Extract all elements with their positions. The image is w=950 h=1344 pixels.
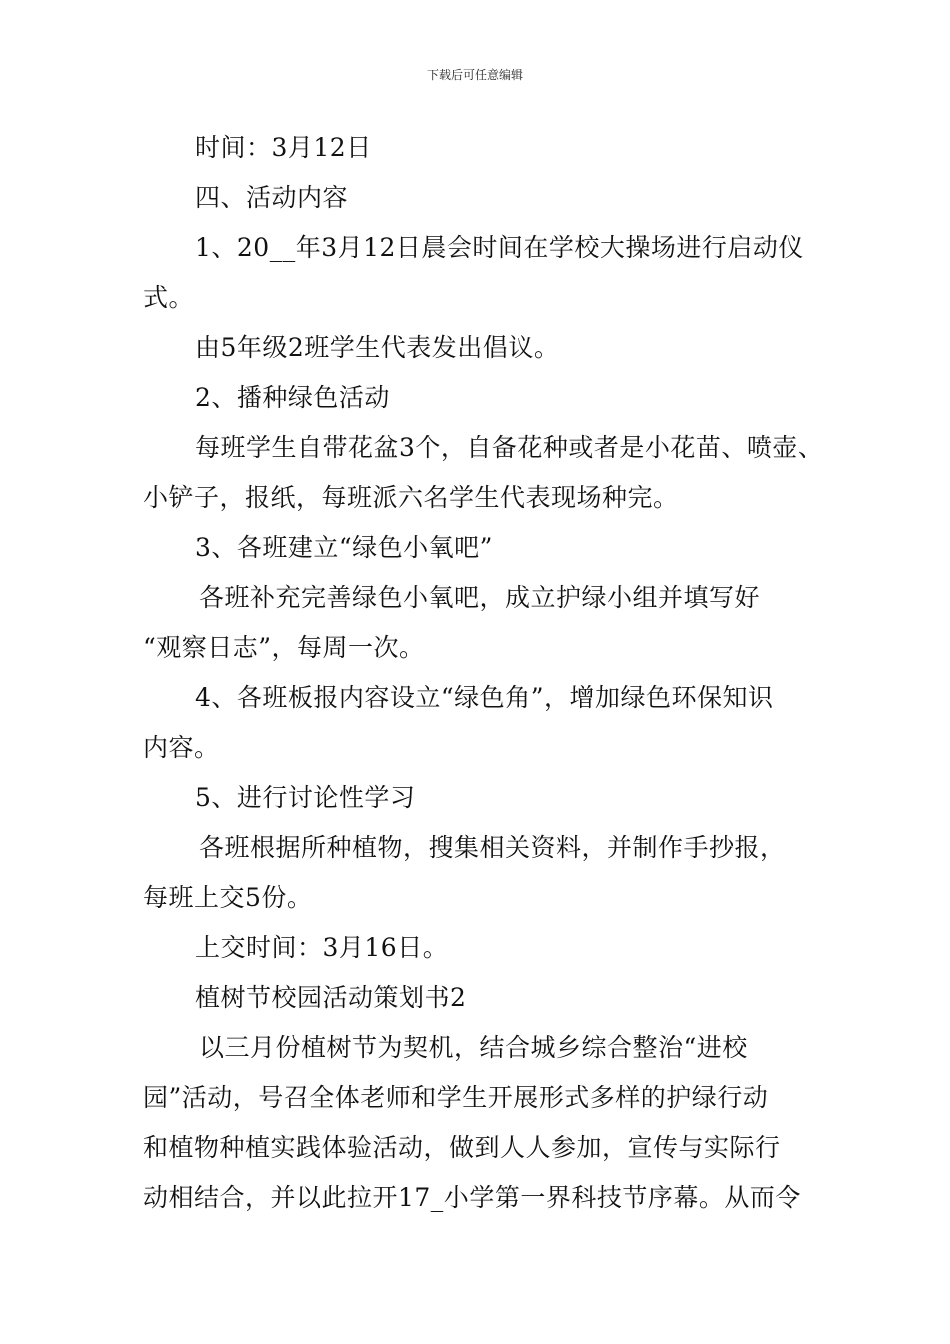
section-heading: 四、活动内容: [195, 183, 349, 212]
list-heading: 4、各班板报内容设立“绿色角”，增加绿色环保知识: [195, 683, 774, 712]
paragraph-line: 内容。: [143, 733, 220, 762]
list-heading: 5、进行讨论性学习: [195, 783, 416, 812]
paragraph-line: 各班根据所种植物，搜集相关资料，并制作手抄报，: [199, 833, 786, 862]
paragraph-line: 动相结合，并以此拉开17_小学第一界科技节序幕。从而令: [143, 1183, 801, 1212]
paragraph-line: 小铲子，报纸，每班派六名学生代表现场种完。: [143, 483, 679, 512]
paragraph-line: 每班学生自带花盆3个，自备花种或者是小花苗、喷壶、: [195, 433, 824, 462]
paragraph-line: 园”活动，号召全体老师和学生开展形式多样的护绿行动: [143, 1083, 769, 1112]
page-header-note: 下载后可任意编辑: [426, 68, 523, 82]
paragraph-line: “观察日志”，每周一次。: [143, 633, 425, 662]
paragraph-line: 式。: [143, 283, 195, 312]
list-heading: 2、播种绿色活动: [195, 383, 390, 412]
paragraph-line: 上交时间：3月16日。: [195, 933, 449, 962]
paragraph-line: 由5年级2班学生代表发出倡议。: [195, 333, 560, 362]
document-title: 植树节校园活动策划书2: [195, 983, 467, 1012]
paragraph-line: 每班上交5份。: [143, 883, 313, 912]
paragraph-line: 以三月份植树节为契机，结合城乡综合整治“进校: [199, 1033, 748, 1062]
paragraph-line: 各班补充完善绿色小氧吧，成立护绿小组并填写好: [199, 583, 761, 612]
list-heading: 3、各班建立“绿色小氧吧”: [195, 533, 493, 562]
paragraph-line: 1、20__年3月12日晨会时间在学校大操场进行启动仪: [195, 233, 804, 262]
paragraph-line: 时间：3月12日: [195, 133, 372, 162]
paragraph-line: 和植物种植实践体验活动，做到人人参加，宣传与实际行: [143, 1133, 781, 1162]
